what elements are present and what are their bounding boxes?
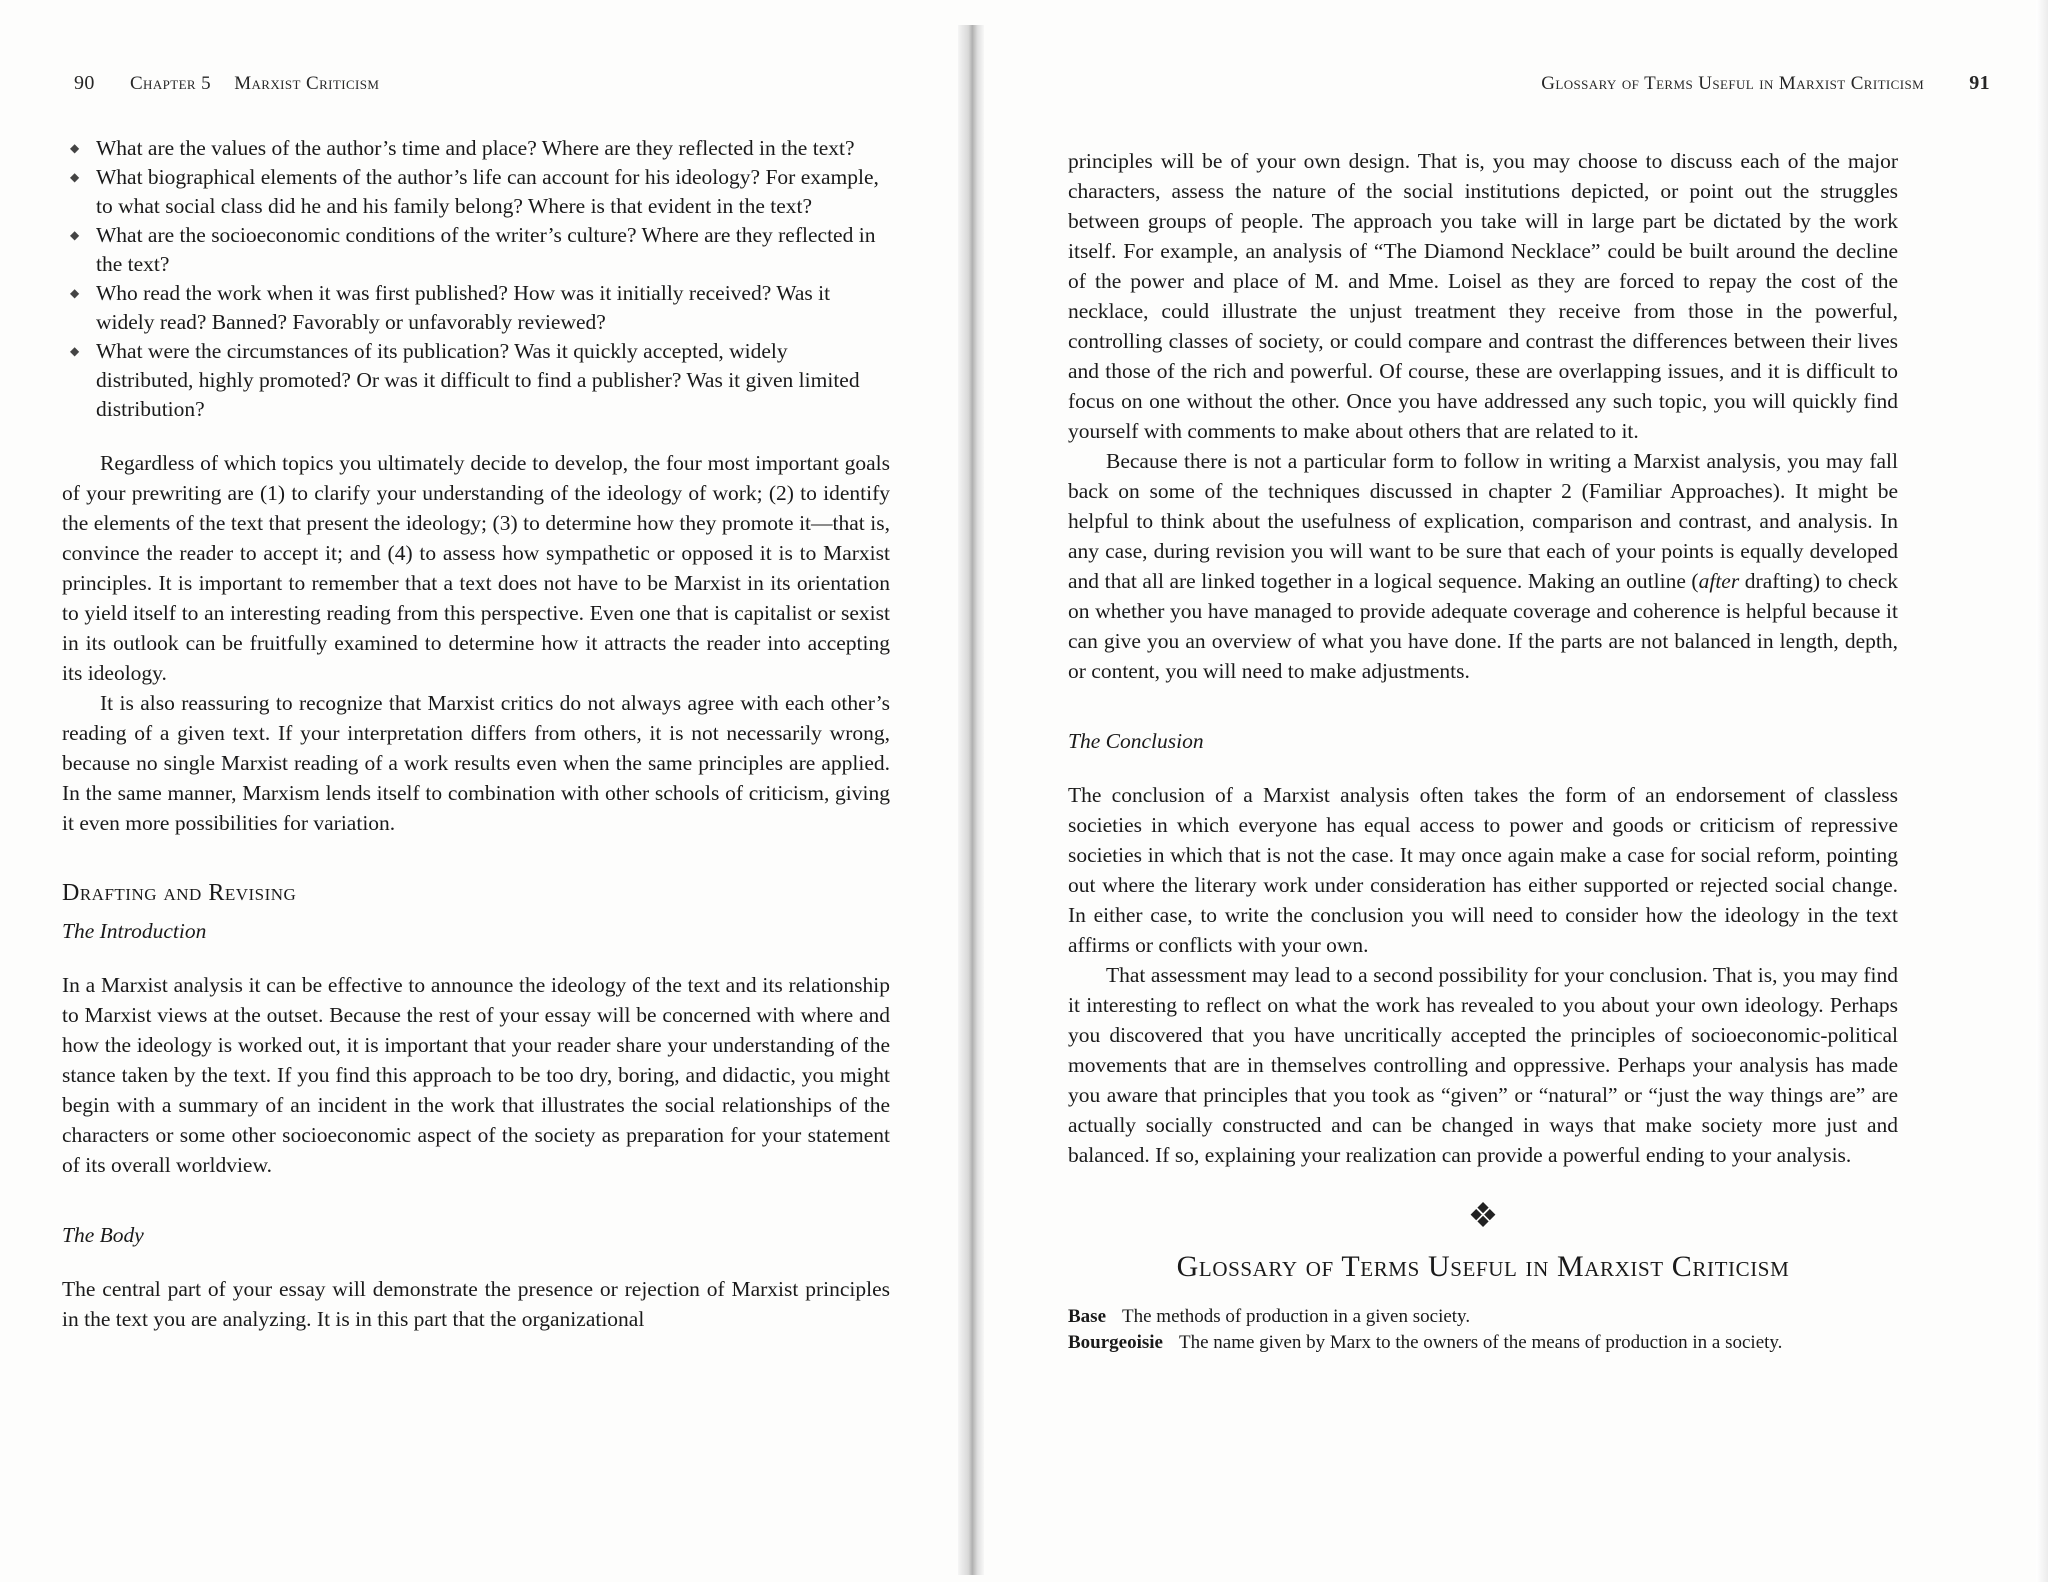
subheading-body: The Body <box>62 1223 144 1247</box>
glossary-entry <box>1068 1330 1898 1356</box>
glossary-title: Glossary of Terms Useful in Marxist Criticism <box>1176 1250 1790 1283</box>
form-text-emphasis: after <box>1698 569 1740 593</box>
running-head-left <box>74 72 379 95</box>
body-paragraph: The central part of your essay will demonstrate the presence or rejection of Marxist principles in the text you are analyzing. It is in this part that the organizational <box>62 1277 890 1331</box>
form-text-end: drafting) to check on whether you have managed to provide adequate coverage and coherence is helpful because it can give you an overview of what you have done. If the parts are not balanced in length, depth, or content, you will need to make adjustments. <box>1068 569 1898 683</box>
page-number-right: 91 <box>1969 72 1990 94</box>
page-number-left: 90 <box>74 72 95 94</box>
glossary-term: Bourgeoisie <box>1068 1332 1163 1353</box>
continued-paragraph: principles will be of your own design. That is, you may choose to discuss each of the major characters, assess the nature of the social institutions depicted, or point out the struggles between groups of people. The approach you take will in large part be dictated by the work itself. For example, an analysis of “The Diamond Necklace” could be built around the decline of the power and place of M. and Mme. Loisel as they are forced to repay the cost of the necklace, could illustrate the unjust treatment they receive from those in the powerful, controlling classes of society, or could compare and contrast the differences between their lives and those of the rich and powerful. Of course, these are overlapping issues, and it is difficult to focus on one without the other. Once you have addressed any such topic, you will quickly find yourself with comments to make about others that are related to it. <box>1068 149 1898 443</box>
chapter-label: Chapter 5 <box>129 73 212 94</box>
question-item: ◆ Who read the work when it was first published? How was it initially received? Was it widely read? Banned? Favorably or unfavorably reviewed? <box>96 279 890 337</box>
glossary-term: Base <box>1068 1306 1106 1327</box>
book-gutter <box>958 25 984 1575</box>
question-item: ◆ What are the socioeconomic conditions of the writer’s culture? Where are they reflected in the text? <box>96 221 890 279</box>
conclusion-paragraph-2: That assessment may lead to a second possibility for your conclusion. That is, you may find it interesting to reflect on what the work has revealed to you about your own ideology. Perhaps you discovered that you have uncritically accepted the principles of socioeconomic-political movements that are in themselves controlling and oppressive. Perhaps your analysis has made you aware that principles that you took as “given” or “natural” or “just the way things are” are actually socially constructed and can be changed in ways that make society more just and balanced. If so, explaining your realization can provide a powerful ending to your analysis. <box>1068 963 1898 1167</box>
reassurance-paragraph: It is also reassuring to recognize that Marxist critics do not always agree with each other’s reading of a given text. If your interpretation differs from others, it is not necessarily wrong, because no single Marxist reading of a work results even when the same principles are applied. In the same manner, Marxism lends itself to combination with other schools of criticism, giving it even more possibilities for variation. <box>62 691 890 835</box>
introduction-paragraph: In a Marxist analysis it can be effective to announce the ideology of the text and its relationship to Marxist views at the outset. Because the rest of your essay will be concerned with where and how the ideology is worked out, it is important that your reader share your understanding of the stance taken by the text. If you find this approach to be too dry, boring, and didactic, you might begin with a summary of an incident in the work that illustrates the social relationships of the characters or some other socioeconomic aspect of the society as preparation for your statement of its overall worldview. <box>62 973 890 1177</box>
right-text-column <box>1068 146 1898 1356</box>
subheading-conclusion: The Conclusion <box>1068 729 1204 753</box>
right-page <box>985 0 2048 1582</box>
form-paragraph <box>1068 446 1898 686</box>
question-list <box>62 134 890 424</box>
left-page <box>0 0 960 1582</box>
running-title: Glossary of Terms Useful in Marxist Criticism <box>1541 73 1925 94</box>
left-text-column <box>62 134 890 1334</box>
section-heading-drafting: Drafting and Revising <box>62 880 297 906</box>
question-item: ◆ What were the circumstances of its publication? Was it quickly accepted, widely distributed, highly promoted? Or was it difficult to find a publisher? Was it given limited distribution? <box>96 337 890 424</box>
glossary-entry <box>1068 1304 1898 1330</box>
chapter-title: Marxist Criticism <box>234 73 380 94</box>
question-item: ◆ What biographical elements of the author’s life can account for his ideology? For example, to what social class did he and his family belong? Where is that evident in the text? <box>96 163 890 221</box>
question-item: ◆ What are the values of the author’s time and place? Where are they reflected in the text? <box>96 134 890 163</box>
prewriting-goals-paragraph: Regardless of which topics you ultimately decide to develop, the four most important goals of your prewriting are (1) to clarify your understanding of the ideology of work; (2) to identify the elements of the text that present the ideology; (3) to determine how they promote it—that is, convince the reader to accept it; and (4) to assess how sympathetic or opposed it is to Marxist principles. It is important to remember that a text does not have to be Marxist in its orientation to yield itself to an interesting reading from this perspective. Even one that is capitalist or sexist in its outlook can be fruitfully examined to determine how it attracts the reader into accepting its ideology. <box>62 451 890 685</box>
running-head-right <box>1541 72 1990 95</box>
glossary-definition: The methods of production in a given society. <box>1122 1306 1471 1327</box>
ornament-icon: ❖ <box>1467 1198 1499 1235</box>
form-text-start: Because there is not a particular form to follow in writing a Marxist analysis, you may fall back on some of the techniques discussed in chapter 2 (Familiar Approaches). It might be helpful to think about the usefulness of explication, comparison and contrast, and analysis. In any case, during revision you will want to be sure that each of your points is equally developed and that all are linked together in a logical sequence. Making an outline ( <box>1068 449 1898 593</box>
conclusion-paragraph-1: The conclusion of a Marxist analysis often takes the form of an endorsement of classless societies in which everyone has equal access to power and goods or criticism of repressive societies in which that is not the case. It may once again make a case for social reform, pointing out where the literary work under consideration has either supported or rejected social change. In either case, to write the conclusion you will need to consider how the ideology in the text affirms or conflicts with your own. <box>1068 783 1898 957</box>
glossary-list <box>1068 1304 1898 1356</box>
glossary-definition: The name given by Marx to the owners of the means of production in a society. <box>1179 1332 1783 1353</box>
subheading-introduction: The Introduction <box>62 919 207 943</box>
